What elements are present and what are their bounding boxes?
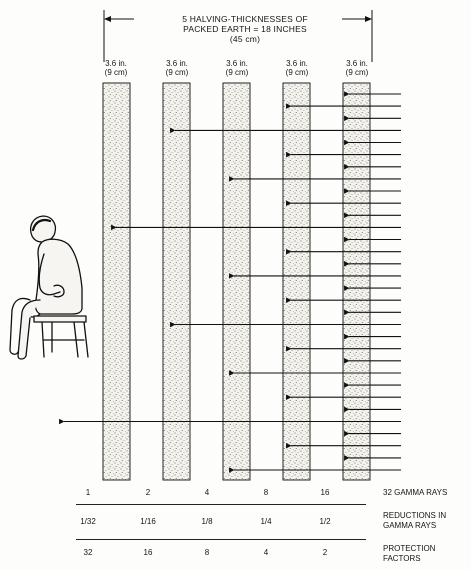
gamma-count-5: 16 bbox=[320, 488, 330, 497]
gamma-rays-row-label: 32 GAMMA RAYS bbox=[383, 488, 448, 497]
gamma-count-3: 4 bbox=[204, 488, 210, 497]
reduction-2: 1/16 bbox=[140, 517, 156, 526]
table-rule-2 bbox=[76, 539, 366, 540]
layer-1-inches: 3.6 in. bbox=[105, 59, 127, 68]
layer-3-inches: 3.6 in. bbox=[226, 59, 248, 68]
layer-1-cm: (9 cm) bbox=[104, 68, 128, 77]
seated-person-icon bbox=[10, 216, 88, 359]
protection-factor-5: 2 bbox=[322, 548, 328, 557]
protection-label-line-2: FACTORS bbox=[383, 554, 421, 563]
gamma-count-4: 8 bbox=[263, 488, 269, 497]
layer-4-cm: (9 cm) bbox=[285, 68, 309, 77]
protection-factor-2: 16 bbox=[143, 548, 153, 557]
layer-2-thickness-label bbox=[157, 59, 197, 77]
layer-4-thickness-label bbox=[277, 59, 317, 77]
protection-factor-4: 4 bbox=[263, 548, 269, 557]
layer-2-inches: 3.6 in. bbox=[166, 59, 188, 68]
layer-5-thickness-label bbox=[337, 59, 377, 77]
diagram-header bbox=[130, 14, 360, 44]
header-line-1: 5 HALVING-THICKNESSES OF bbox=[182, 14, 308, 24]
layer-4-inches: 3.6 in. bbox=[286, 59, 308, 68]
reductions-label-line-2: GAMMA RAYS bbox=[383, 521, 437, 530]
earth-layer-4 bbox=[283, 83, 310, 480]
header-line-3: (45 cm) bbox=[229, 34, 261, 44]
reduction-4: 1/4 bbox=[260, 517, 272, 526]
layer-1-thickness-label bbox=[96, 59, 136, 77]
protection-factor-3: 8 bbox=[204, 548, 210, 557]
gamma-count-2: 2 bbox=[145, 488, 151, 497]
layer-3-thickness-label bbox=[217, 59, 257, 77]
protection-row-label bbox=[383, 544, 435, 564]
layer-3-cm: (9 cm) bbox=[225, 68, 249, 77]
protection-factor-1: 32 bbox=[83, 548, 93, 557]
gamma-count-1: 1 bbox=[85, 488, 91, 497]
reductions-row-label bbox=[383, 511, 446, 531]
layer-5-cm: (9 cm) bbox=[345, 68, 369, 77]
protection-label-line-1: PROTECTION bbox=[383, 544, 436, 553]
reduction-1: 1/32 bbox=[80, 517, 96, 526]
reduction-3: 1/8 bbox=[201, 517, 213, 526]
earth-layer-3 bbox=[223, 83, 250, 480]
table-rule-1 bbox=[76, 504, 366, 505]
earth-layer-1 bbox=[103, 83, 130, 480]
layer-5-inches: 3.6 in. bbox=[346, 59, 368, 68]
reduction-5: 1/2 bbox=[319, 517, 331, 526]
earth-layers bbox=[103, 83, 370, 480]
reductions-label-line-1: REDUCTIONS IN bbox=[383, 511, 447, 520]
earth-layer-2 bbox=[163, 83, 190, 480]
header-line-2: PACKED EARTH = 18 INCHES bbox=[183, 24, 307, 34]
layer-2-cm: (9 cm) bbox=[165, 68, 189, 77]
